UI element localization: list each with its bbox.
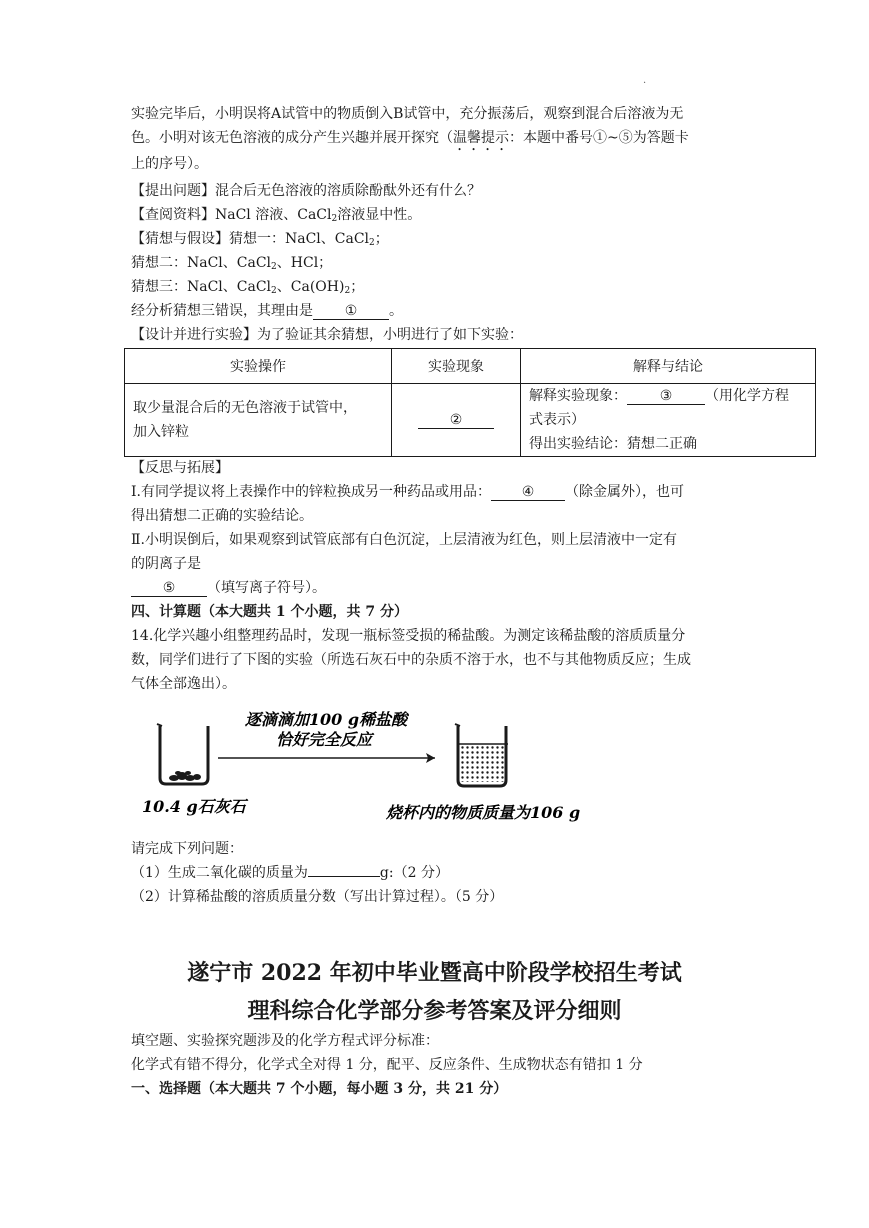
guess-3-b: 、Ca(OH)	[276, 279, 345, 295]
reference-a: 【查阅资料】NaCl 溶液、CaCl	[131, 207, 332, 223]
answer-blank-2[interactable]: ②	[418, 412, 494, 429]
intro-line-2-a: 色。小明对该无色溶液的成分产生兴趣并展开探究（	[131, 130, 453, 146]
guess-3-sub-1: 2	[271, 286, 277, 296]
analysis-a: 经分析猜想三错误，其理由是	[131, 303, 313, 319]
guess-1-b: ；	[374, 231, 389, 247]
right-beaker	[455, 724, 508, 786]
reflect-ii-line-1: Ⅱ.小明误倒后，如果观察到试管底部有白色沉淀，上层清液为红色，则上层清液中一定有	[131, 532, 677, 548]
reflect-ii-line-2: 的阴离子是	[131, 556, 201, 572]
table-header: 解释与结论	[521, 349, 816, 384]
intro-emphasis: 温馨提示	[453, 130, 509, 146]
question-2: （2）计算稀盐酸的溶质质量分数（写出计算过程）。（5 分）	[131, 889, 504, 905]
guess-1-sub: 2	[369, 238, 375, 248]
answer-blank-5[interactable]: ⑤	[131, 580, 207, 597]
arrow	[218, 753, 435, 763]
guess-1	[131, 228, 389, 254]
arrow-bottom-label: 恰好完全反应	[275, 730, 373, 749]
right-label: 烧杯内的物质质量为106 g	[386, 803, 581, 822]
page-mark: ·	[643, 78, 647, 89]
answer-blank-co2[interactable]	[308, 876, 380, 877]
table-row	[125, 384, 816, 457]
question-line: 【提出问题】混合后无色溶液的溶质除酚酞外还有什么？	[131, 183, 481, 199]
section-4-heading: 四、计算题（本大题共 1 个小题，共 7 分）	[131, 604, 408, 620]
reflect-heading: 【反思与拓展】	[131, 460, 229, 476]
phenomenon-cell	[392, 384, 521, 457]
table-header-row	[125, 349, 816, 384]
experiment-table	[124, 348, 816, 457]
limestone-pieces	[169, 771, 201, 781]
intro-line-1: 实验完毕后，小明误将A试管中的物质倒入B试管中，充分振荡后，观察到混合后溶液为无	[131, 106, 684, 122]
explain-cell	[521, 384, 816, 457]
guess-3-sub-2: 2	[344, 286, 351, 296]
q14-line-3: 气体全部逸出）。	[131, 676, 236, 692]
reference-line	[131, 204, 421, 230]
conclusion-line: 得出实验结论：猜想二正确	[529, 436, 697, 452]
operation-cell	[125, 384, 392, 457]
reference-b: 溶液显中性。	[337, 207, 422, 223]
operation-line-1: 取少量混合后的无色溶液于试管中，	[133, 400, 357, 416]
question-1-b: g:（2 分）	[379, 865, 449, 881]
q14-line-1: 14.化学兴趣小组整理药品时，发现一瓶标签受损的稀盐酸。为测定该稀盐酸的溶质质量分	[131, 628, 686, 644]
reflect-i-line-1	[131, 481, 684, 503]
experiment-figure	[130, 700, 610, 830]
analysis-line	[131, 300, 403, 322]
guess-2-sub: 2	[271, 262, 277, 272]
reflect-i-a: Ⅰ.有同学提议将上表操作中的锌粒换成另一种药品或用品：	[131, 484, 491, 500]
table-header: 实验现象	[392, 349, 521, 384]
section-1-heading: 一、选择题（本大题共 7 个小题，每小题 3 分，共 21 分）	[131, 1081, 508, 1097]
left-beaker	[157, 724, 208, 784]
answer-blank-4[interactable]: ④	[491, 484, 565, 501]
guess-2	[131, 252, 332, 278]
analysis-b: 。	[389, 303, 403, 319]
intro-line-2	[131, 127, 689, 154]
q14-line-2: 数，同学们进行了下图的实验（所选石灰石中的杂质不溶于水，也不与其他物质反应；生成	[131, 652, 691, 668]
explain-line-1	[529, 384, 807, 408]
reflect-i-b: （除金属外），也可	[564, 484, 684, 500]
explain-line-2: 式表示）	[529, 412, 585, 428]
intro-line-3: 上的序号）。	[131, 156, 208, 172]
explain-b: （用化学方程	[705, 388, 789, 404]
answer-title-2: 理科综合化学部分参考答案及评分细则	[247, 998, 622, 1024]
operation-line-2: 加入锌粒	[133, 424, 189, 440]
reflect-ii-line-3	[131, 577, 326, 599]
guess-3	[131, 276, 364, 302]
design-line: 【设计并进行实验】为了验证其余猜想，小明进行了如下实验：	[131, 327, 523, 343]
scoring-line-1: 填空题、实验探究题涉及的化学方程式评分标准：	[131, 1033, 439, 1049]
arrow-top-label: 逐滴滴加100 g稀盐酸	[244, 710, 408, 729]
answer-title-1: 遂宁市 2022 年初中毕业暨高中阶段学校招生考试	[187, 960, 682, 986]
guess-3-a: 猜想三：NaCl、CaCl	[131, 279, 272, 295]
guess-3-c: ；	[350, 279, 365, 295]
question-1	[131, 862, 449, 884]
reflect-ii-c: （填写离子符号）。	[207, 580, 326, 596]
table-header: 实验操作	[125, 349, 392, 384]
intro-line-2-b: ：本题中番号①~⑤为答题卡	[509, 130, 689, 146]
reference-sub: 2	[331, 214, 338, 224]
left-label: 10.4 g石灰石	[142, 797, 246, 816]
reflect-i-line-2: 得出猜想二正确的实验结论。	[131, 508, 313, 524]
question-1-a: （1）生成二氧化碳的质量为	[131, 865, 308, 881]
guess-2-b: 、HCl；	[276, 255, 333, 271]
answer-blank-3[interactable]: ③	[627, 388, 705, 405]
guess-2-a: 猜想二：NaCl、CaCl	[131, 255, 272, 271]
guess-1-a: 【猜想与假设】猜想一：NaCl、CaCl	[131, 231, 370, 247]
questions-intro: 请完成下列问题：	[131, 841, 243, 857]
scoring-line-2: 化学式有错不得分，化学式全对得 1 分，配平、反应条件、生成物状态有错扣 1 分	[131, 1057, 643, 1073]
liquid-fill	[460, 746, 506, 782]
explain-a: 解释实验现象：	[529, 388, 627, 404]
answer-blank-1[interactable]: ①	[313, 303, 389, 320]
